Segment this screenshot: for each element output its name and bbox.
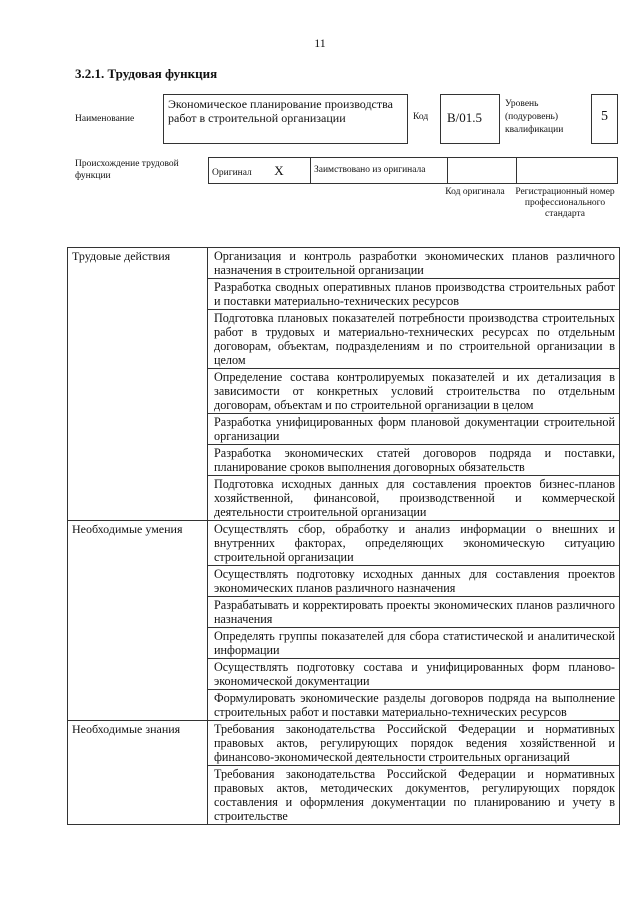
skill-item: Разрабатывать и корректировать проекты экономических планов различного назначения	[208, 597, 620, 628]
labor-action-item: Организация и контроль разработки экономических планов различного назначения в строительной организации	[208, 248, 620, 279]
function-name-box: Экономическое планирование производства работ в строительной организации	[163, 94, 408, 144]
table-row	[68, 248, 620, 279]
code-label: Код	[413, 112, 429, 122]
original-label: Оригинал	[212, 167, 252, 178]
original-mark: X	[274, 162, 284, 178]
code-original-label: Код оригинала	[445, 187, 505, 197]
qualification-level-box: 5	[591, 94, 618, 144]
origin-label: Происхождение трудовой функции	[75, 159, 179, 181]
function-details-table	[67, 247, 620, 825]
labor-action-item: Разработка унифицированных форм плановой документации строительной организации	[208, 414, 620, 445]
code-value-box: B/01.5	[440, 94, 500, 144]
category-required-skills: Необходимые умения	[68, 521, 208, 721]
level-label-line: квалификации	[505, 125, 564, 135]
category-labor-actions: Трудовые действия	[68, 248, 208, 521]
level-label-line: (подуровень)	[505, 112, 559, 122]
labor-action-item: Подготовка исходных данных для составления проектов бизнес-планов хозяйственной, финансовой, производственной и коммерческой деятельности строительной организации	[208, 476, 620, 521]
labor-action-item: Разработка экономических статей договоров подряда и поставки, планирование сроков выполнения договорных обязательств	[208, 445, 620, 476]
category-required-knowledge: Необходимые знания	[68, 721, 208, 825]
reg-number-label: Регистрационный номер профессионального стандарта	[515, 187, 615, 219]
skill-item: Определять группы показателей для сбора статистической и аналитической информации	[208, 628, 620, 659]
skill-item: Осуществлять подготовку исходных данных для составления проектов экономических планов различного назначения	[208, 566, 620, 597]
page-number: 11	[314, 36, 326, 50]
knowledge-item: Требования законодательства Российской Федерации и нормативных правовых актов, методических документов, регулирующих порядок составления и оформления документации по планированию и учету в строительстве	[208, 766, 620, 825]
knowledge-item: Требования законодательства Российской Федерации и нормативных правовых актов, регулирующих порядок ведения хозяйственной и финансово-экономической деятельности строительных организаций	[208, 721, 620, 766]
labor-action-item: Подготовка плановых показателей потребности производства строительных работ в трудовых и материально-технических ресурсах по отдельным договорам, объектам, подразделениям и по строительной организации в целом	[208, 310, 620, 369]
original-cell	[209, 158, 311, 184]
code-original-cell	[448, 158, 517, 184]
table-row	[68, 521, 620, 566]
name-label: Наименование	[75, 114, 135, 124]
skill-item: Осуществлять подготовку состава и унифицированных форм планово-экономической документации	[208, 659, 620, 690]
labor-action-item: Определение состава контролируемых показателей и их детализация в зависимости от конкретных условий строительства по отдельным договорам, объектам и по строительной организации в целом	[208, 369, 620, 414]
table-row	[68, 721, 620, 766]
borrowed-cell: Заимствовано из оригинала	[311, 158, 448, 184]
reg-number-cell	[517, 158, 618, 184]
skill-item: Осуществлять сбор, обработку и анализ информации о внешних и внутренних факторах, определяющих экономическую ситуацию строительной организации	[208, 521, 620, 566]
level-label-line: Уровень	[505, 99, 539, 109]
origin-table	[208, 157, 618, 184]
skill-item: Формулировать экономические разделы договоров подряда на выполнение строительных работ и поставки материально-технических ресурсов	[208, 690, 620, 721]
origin-row	[209, 158, 618, 184]
section-title: 3.2.1. Трудовая функция	[75, 66, 218, 81]
qualification-level-label	[505, 98, 563, 137]
labor-action-item: Разработка сводных оперативных планов производства строительных работ и поставки материально-технических ресурсов	[208, 279, 620, 310]
